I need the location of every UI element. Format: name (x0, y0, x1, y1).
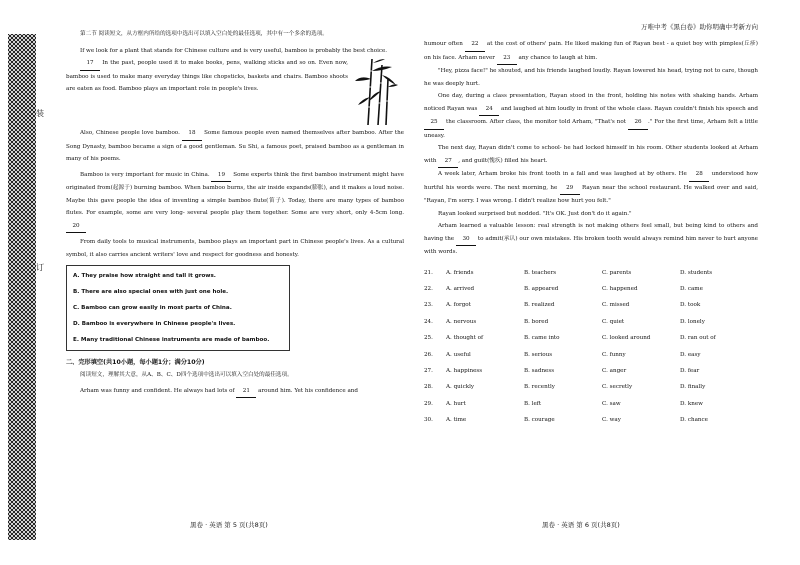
blank-30[interactable]: 30 (456, 233, 476, 247)
cloze-text: the classroom. After class, the monitor told Arham, "That's not (444, 119, 629, 125)
cloze-text: A week later, Arham broke his front tooth in a fall and was laughed at by others. He (438, 171, 690, 177)
cloze-instruction: 阅读短文，理解其大意，从A、B、C、D四个选项中选出可以填入空白处的最佳选项。 (80, 372, 293, 378)
cloze-start (66, 385, 404, 399)
cloze-start-text: around him. Yet his confidence and (256, 387, 358, 394)
right-page-footer: 黑卷 · 英语 第 6 页(共8页) (542, 521, 620, 529)
reading-paragraph-4-lead: Bamboo is very important for music in China. (80, 171, 212, 178)
cloze-paragraph (424, 65, 758, 90)
question-row (424, 297, 758, 313)
question-row (424, 396, 758, 412)
option-a: A. They praise how straight and tall it grows. (73, 273, 216, 279)
cloze-text: any chance to laugh at him. (516, 54, 598, 61)
question-row (424, 330, 758, 346)
question-number: 29. (424, 400, 433, 407)
cloze-text: to admit(承认) our own mistakes. His broken tooth would always remind him never to hurt anyone with words. (424, 235, 758, 255)
section-intro: 第二节 阅读短文，从方框内所给的选项中选出可以填入空白处的最佳选项，其中有一个多余的选项。 (80, 31, 328, 37)
binding-pattern (8, 34, 36, 540)
cloze-text: ." For the first time, Arham felt a little uneasy. (424, 119, 758, 139)
reading-paragraph-3-text: Some famous people even named themselves after bamboo. After the Song Dynasty, bamboo became a sign of a good gentleman. Su Shi, a famous poet, praised bamboo as a gentleman in many of his poems. (66, 130, 404, 162)
answer-choice[interactable]: B. courage (524, 417, 555, 424)
blank-17[interactable]: 17 (80, 57, 100, 71)
question-row (424, 379, 758, 395)
answer-choice[interactable]: B. appeared (524, 286, 559, 293)
answer-choice[interactable]: B. recently (524, 384, 555, 391)
page-header: 万唯中考《黑白卷》助你明确中考新方向 (641, 23, 758, 31)
answer-choice[interactable]: D. fear (680, 368, 700, 375)
binding-label-ding: 订 (36, 263, 44, 272)
reading-paragraph-2-text: In the past, people used it to make books, pens, walking sticks and so on. Even now, bamboo is used to make many everyday things like chopsticks, baskets and chairs. Bamboo shoots are eaten as food. Bamboo plays an important role in people's lives. (66, 60, 348, 92)
answer-choice[interactable]: B. serious (524, 351, 553, 358)
cloze-questions (424, 265, 758, 429)
cloze-text: One day, during a class presentation, Rayan stood in the front, holding his notes with shaking hands. Arham noticed Rayan was (424, 93, 758, 112)
reading-paragraph-1: If we look for a plant that stands for Chinese culture and is very useful, bamboo is probably the best choice. (80, 47, 388, 54)
reading-paragraph-4 (66, 169, 404, 234)
reading-paragraph-3 (66, 127, 404, 166)
answer-choice[interactable]: D. finally (680, 384, 706, 391)
answer-choice[interactable]: A. useful (446, 351, 471, 358)
binding-label-zhuang: 装 (36, 109, 44, 118)
answer-choice[interactable]: B. teachers (524, 269, 557, 276)
option-d: D. Bamboo is everywhere in Chinese people's lives. (73, 321, 236, 327)
answer-choice[interactable]: C. way (602, 417, 621, 424)
blank-24[interactable]: 24 (479, 103, 499, 117)
cloze-passage (424, 0, 758, 259)
answer-choice[interactable]: C. secretly (602, 384, 633, 391)
answer-choice[interactable]: C. anger (602, 368, 627, 375)
blank-28[interactable]: 28 (689, 168, 709, 182)
cloze-paragraph (424, 142, 758, 168)
answer-choice[interactable]: B. sadness (524, 368, 555, 375)
question-row (424, 412, 758, 428)
left-page-footer: 黑卷 · 英语 第 5 页(共8页) (190, 521, 268, 529)
answer-choice[interactable]: A. hurt (446, 400, 466, 407)
answer-choice[interactable]: D. took (680, 302, 701, 309)
answer-choice[interactable]: D. came (680, 286, 703, 293)
question-row (424, 265, 758, 281)
answer-choice[interactable]: B. left (524, 400, 542, 407)
cloze-text: Rayan near the school restaurant. He walked over and said, "Rayan, I'm sorry. I was wrong. I didn't realize how hurt you felt." (424, 184, 758, 204)
options-box (66, 265, 290, 351)
answer-choice[interactable]: D. easy (680, 351, 701, 358)
answer-choice[interactable]: C. saw (602, 400, 621, 407)
option-e: E. Many traditional Chinese instruments are made of bamboo. (73, 337, 270, 343)
option-c: C. Bamboo can grow easily in most parts of China. (73, 305, 232, 311)
answer-choice[interactable]: D. knew (680, 400, 703, 407)
answer-choice[interactable]: D. ran out of (680, 335, 716, 342)
answer-choice[interactable]: D. chance (680, 417, 708, 424)
blank-21[interactable]: 21 (236, 385, 256, 399)
answer-choice[interactable]: A. forgot (446, 302, 471, 309)
answer-choice[interactable]: C. looked around (602, 335, 651, 342)
blank-20[interactable]: 20 (66, 220, 86, 234)
blank-22[interactable]: 22 (465, 38, 485, 52)
option-b: B. There are also special ones with just one hole. (73, 289, 229, 295)
cloze-section-title: 二、完形填空(共10小题，每小题1分；满分10分) (66, 359, 205, 366)
answer-choice[interactable]: A. time (446, 417, 467, 424)
answer-choice[interactable]: C. missed (602, 302, 630, 309)
answer-choice[interactable]: A. thought of (446, 335, 484, 342)
question-number: 24. (424, 318, 433, 325)
answer-choice[interactable]: A. happiness (446, 368, 483, 375)
question-number: 28. (424, 384, 433, 391)
question-number: 25. (424, 335, 433, 342)
question-number: 30. (424, 417, 433, 424)
cloze-paragraph (424, 168, 758, 208)
cloze-paragraph (424, 90, 758, 142)
answer-choice[interactable]: A. quickly (446, 384, 475, 391)
bamboo-illustration-icon (354, 57, 398, 125)
question-row (424, 363, 758, 379)
question-number: 27. (424, 368, 433, 375)
cloze-text: Arham learned a valuable lesson: real strength is not making others feel small, but being kind to others and having the (424, 223, 758, 242)
answer-choice[interactable]: C. parents (602, 269, 632, 276)
binding-margin (0, 0, 44, 565)
answer-choice[interactable]: A. nervous (446, 318, 477, 325)
answer-choice[interactable]: D. students (680, 269, 713, 276)
question-number: 23. (424, 302, 433, 309)
cloze-paragraph (424, 220, 758, 259)
blank-18[interactable]: 18 (182, 127, 202, 141)
reading-paragraph-5: From daily tools to musical instruments, bamboo plays an important part in Chinese people's lives. As a cultural symbol, it also carries ancient writers' love and respect for goodness and honesty. (66, 239, 404, 258)
cloze-start-lead: Arham was funny and confident. He always had lots of (80, 387, 237, 394)
left-page (66, 0, 404, 565)
cloze-text: humour often (424, 41, 465, 47)
question-row (424, 281, 758, 297)
cloze-paragraph (424, 38, 758, 65)
answer-choice[interactable]: A. arrived (446, 286, 475, 293)
blank-19[interactable]: 19 (211, 169, 231, 183)
question-number: 21. (424, 269, 433, 276)
question-number: 26. (424, 351, 433, 358)
answer-choice[interactable]: A. friends (446, 269, 474, 276)
right-page (424, 0, 758, 565)
answer-choice[interactable]: C. funny (602, 351, 626, 358)
cloze-text: understood how hurtful his words were. The next morning, he (424, 171, 758, 191)
answer-choice[interactable]: B. realized (524, 302, 555, 309)
blank-27[interactable]: 27 (438, 155, 458, 169)
cloze-text: , and guilt(愧疚) filled his heart. (458, 157, 548, 164)
answer-choice[interactable]: D. lonely (680, 318, 705, 325)
cloze-text: Rayan looked surprised but nodded. "It's OK. Just don't do it again." (438, 210, 632, 217)
cloze-text: The next day, Rayan didn't come to school- he had locked himself in his room. Other students looked at Arham with (424, 145, 758, 164)
blank-29[interactable]: 29 (560, 182, 580, 196)
reading-paragraph-3-lead: Also, Chinese people love bamboo. (80, 130, 182, 136)
blank-23[interactable]: 23 (497, 52, 517, 66)
question-number: 22. (424, 286, 433, 293)
answer-choice[interactable]: C. happened (602, 286, 638, 293)
cloze-paragraph (424, 208, 758, 221)
cloze-text: "Hey, pizza face!" he shouted, and his friends laughed loudly. Rayan lowered his head, trying not to care, though he was deeply hurt. (424, 68, 758, 87)
answer-choice[interactable]: B. bored (524, 318, 549, 325)
cloze-text: and laughed at him loudly in front of the whole class. Rayan couldn't finish his speech and (499, 105, 758, 112)
reading-paragraph-4-text: Some experts think the first bamboo instrument might have originated from(起源于) burning bamboo. When bamboo burns, the air inside expands(膨胀), and it makes a loud noise. Maybe this gave people the idea of inventing a simple bamboo flute(笛子). Today, there are many types of bamboo flutes. For example, some are very long- several people play them together. Some are very short, only 4-5cm long. (66, 171, 404, 216)
blank-26[interactable]: 26 (628, 116, 648, 130)
question-row (424, 346, 758, 362)
answer-choice[interactable]: C. quiet (602, 318, 625, 325)
cloze-text: at the cost of others' pain. He liked making fun of Rayan best - a quiet boy with pimples(丘疹) on his face. Arham never (424, 41, 758, 61)
blank-25[interactable]: 25 (424, 116, 444, 130)
answer-choice[interactable]: B. came into (524, 335, 560, 342)
question-row (424, 314, 758, 330)
